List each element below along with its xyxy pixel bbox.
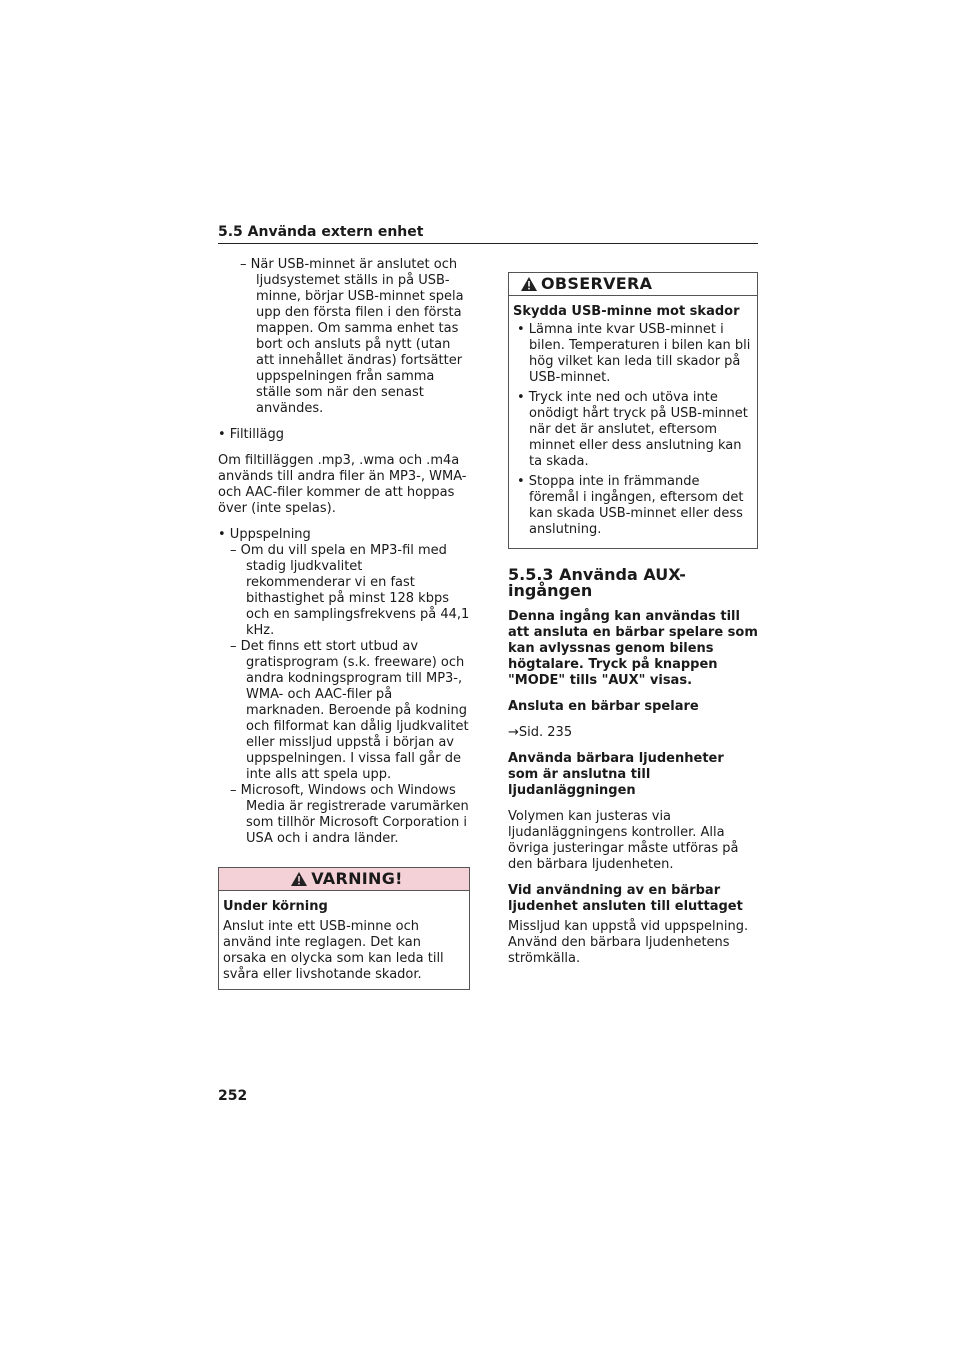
warning-box (218, 867, 470, 990)
connect-heading: Ansluta en bärbar spelare (508, 699, 699, 714)
uppspelning-item-3: – Microsoft, Windows och Windows Media är registrerade varumärken som tillhör Microsoft Corporation i USA och i andra länder. (230, 783, 469, 846)
connect-page-ref: →Sid. 235 (508, 725, 573, 740)
warning-text: Anslut inte ett USB-minne och använd inte reglagen. Det kan orsaka en olycka som kan leda till svåra eller livshotande skador. (223, 919, 444, 982)
warning-title-bar (219, 868, 469, 891)
observera-bullet: • Tryck inte ned och utöva inte onödigt hårt tryck på USB-minnet när det är anslutet, eftersom minnet eller dess anslutning kan ta skada. (517, 390, 748, 469)
observera-bullet: • Lämna inte kvar USB-minnet i bilen. Temperaturen i bilen kan bli hög vilket kan leda till skador på USB-minnet. (517, 322, 751, 385)
page-number: 252 (218, 1088, 248, 1104)
warning-body (219, 891, 469, 989)
bullet-uppspelning: • Uppspelning (218, 527, 311, 542)
observera-subhead: Skydda USB-minne mot skador (513, 304, 740, 319)
observera-body (509, 296, 757, 548)
observera-bullet: • Stoppa inte in främmande föremål i ingången, eftersom det kan skada USB-minnet eller dess anslutning. (517, 474, 744, 537)
section-header: 5.5 Använda extern enhet (218, 224, 758, 244)
power-text: Missljud kan uppstå vid uppspelning. Använd den bärbara ljudenhetens strömkälla. (508, 919, 749, 966)
warning-subhead: Under körning (223, 899, 328, 914)
uppspelning-item-2: – Det finns ett stort utbud av gratisprogram (s.k. freeware) och andra kodningsprogram till MP3-, WMA- och AAC-filer på marknaden. Beroende på kodning och filformat kan dålig ljudkvalitet eller missljud uppstå i början av uppspelningen. I vissa fall går de inte alls att spela upp. (230, 639, 469, 782)
power-heading: Vid användning av en bärbar ljudenhet ansluten till eluttaget (508, 883, 743, 914)
observera-box (508, 272, 758, 549)
warning-triangle-icon (291, 872, 307, 886)
use-heading: Använda bärbara ljudenheter som är anslutna till ljudanläggningen (508, 751, 724, 798)
right-column (508, 272, 758, 977)
bullet-filtillagg: • Filtillägg (218, 427, 284, 442)
observera-title-bar (509, 273, 757, 296)
warning-title: VARNING! (311, 869, 403, 888)
filtillagg-text: Om filtilläggen .mp3, .wma och .m4a används till andra filer än MP3-, WMA- och AAC-filer kommer de att hoppas över (inte spelas). (218, 453, 467, 516)
observera-title: OBSERVERA (541, 274, 653, 293)
use-text: Volymen kan justeras via ljudanläggningens kontroller. Alla övriga justeringar måste utföras på den bärbara ljudenheten. (508, 809, 739, 872)
aux-intro: Denna ingång kan användas till att ansluta en bärbar spelare som kan avlyssnas genom bilens högtalare. Tryck på knappen "MODE" tills "AUX" visas. (508, 609, 758, 688)
usb-playback-note: – När USB-minnet är anslutet och ljudsystemet ställs in på USB-minne, börjar USB-minnet spela upp den första filen i den första mappen. Om samma enhet tas bort och ansluts på nytt (utan att innehållet ändras) fortsätter uppspelningen från samma ställe som när den senast användes. (240, 257, 464, 416)
warning-triangle-icon (521, 277, 537, 291)
aux-heading: 5.5.3 Använda AUX-ingången (508, 565, 686, 600)
left-column (218, 257, 470, 990)
uppspelning-item-1: – Om du vill spela en MP3-fil med stadig ljudkvalitet rekommenderar vi en fast bithastighet på minst 128 kbps och en samplingsfrekvens på 44,1 kHz. (230, 543, 470, 638)
